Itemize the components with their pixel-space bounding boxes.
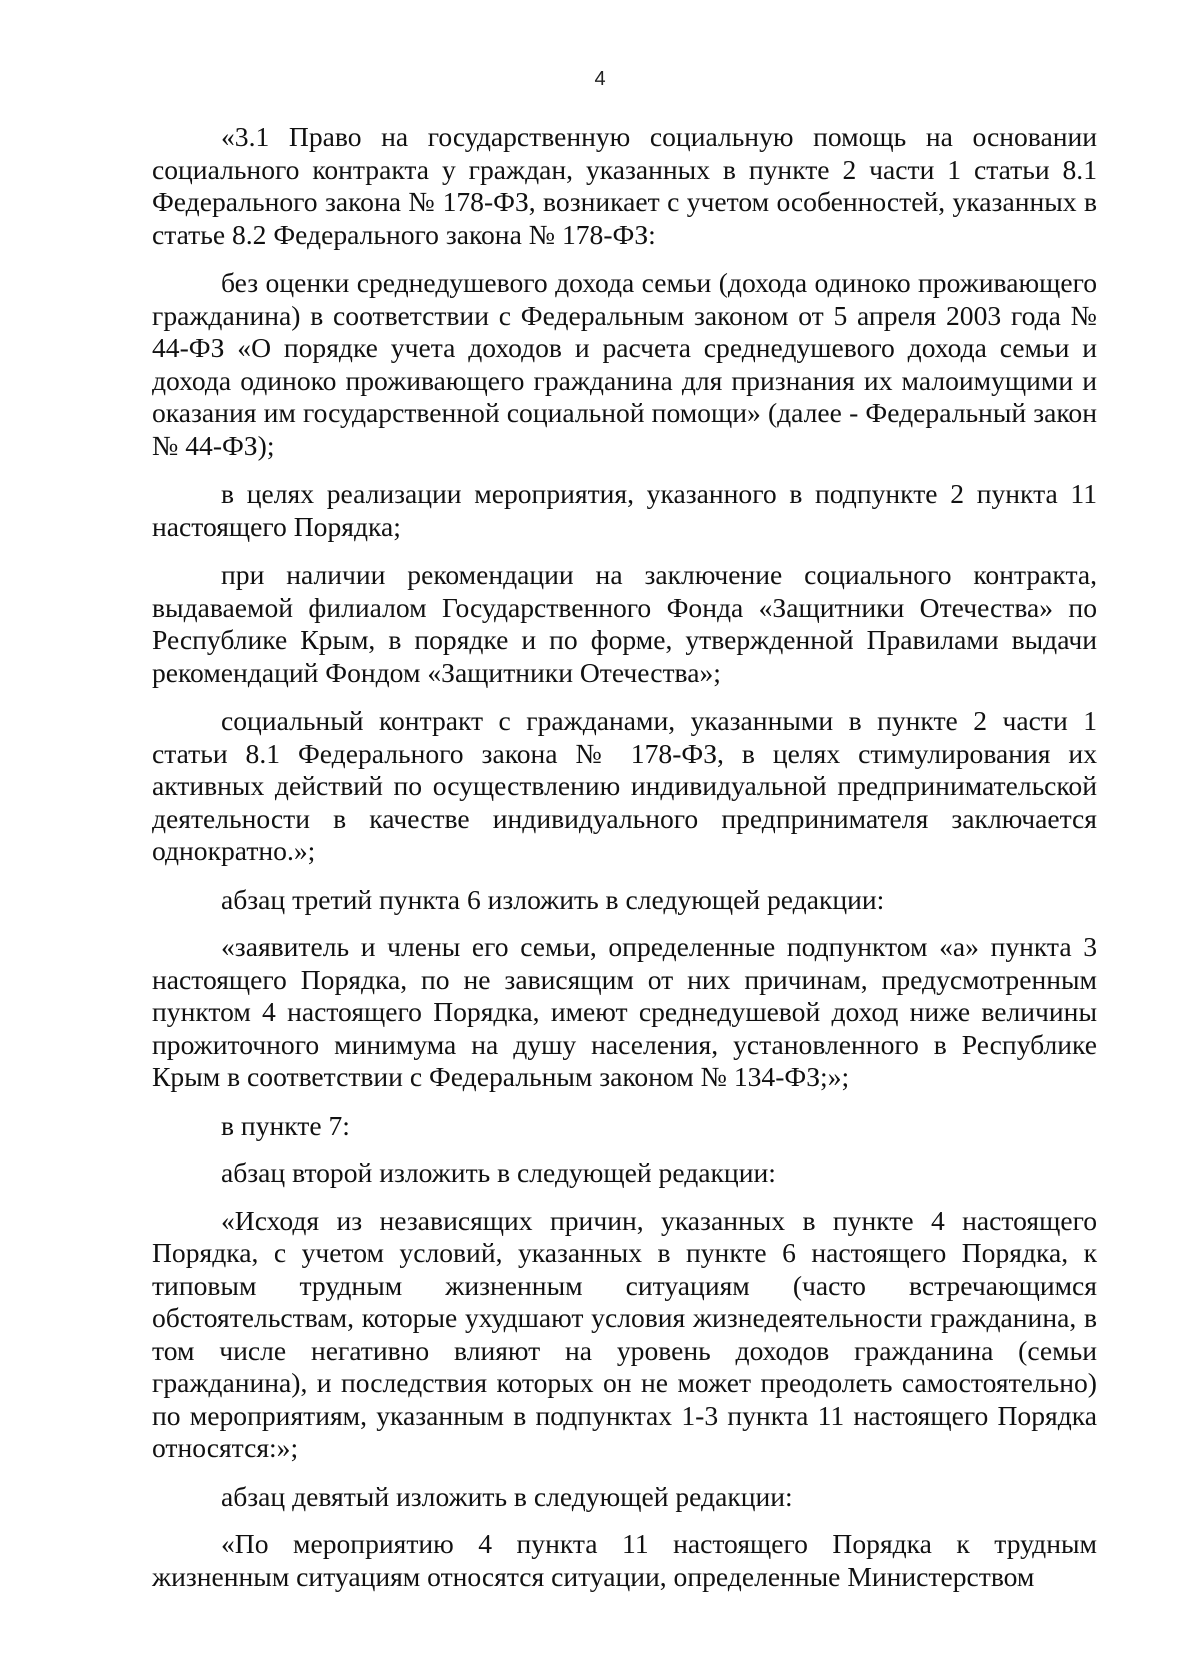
paragraph-amend-second: абзац второй изложить в следующей редакции: <box>221 1157 776 1188</box>
paragraph-amend-ninth: абзац девятый изложить в следующей редакции: <box>221 1480 793 1512</box>
paragraph-amend-point-6: абзац третий пункта 6 изложить в следующей редакции: <box>221 883 885 915</box>
paragraph-difficult-situations: «Исходя из независящих причин, указанных в пункте 4 настоящего Порядка, с учетом условий, указанных в пункте 6 настоящего Порядка, к типовым трудным жизненным ситуациям (часто встречающимся обстоятельствам, которые ухудшают условия жизнедеятельности гражданина, в том числе негативно влияют на уровень доходов гражданина (семьи гражданина), и последствия которых он не может преодолеть самостоятельно) по мероприятиям, указанным в подпунктах 1-3 пункта 11 настоящего Порядка относятся:»; <box>152 1204 1097 1463</box>
paragraph-3-1-intro: «3.1 Право на государственную социальную помощь на основании социального контракта у граждан, указанных в пункте 2 части 1 статьи 8.1 Федерального закона № 178-ФЗ, возникает с учетом особенностей, указанных в статье 8.2 Федерального закона № 178-ФЗ: <box>152 121 1097 250</box>
paragraph-applicant-income: «заявитель и члены его семьи, определенные подпунктом «а» пункта 3 настоящего Порядка, по не зависящим от них причинам, предусмотренным пунктом 4 настоящего Порядка, имеют среднедушевой доход ниже величины прожиточного минимума на душу населения, установленного в Республике Крым в соответствии с Федеральным законом № 134-ФЗ;»; <box>152 931 1097 1092</box>
paragraph-measure-4: «По мероприятию 4 пункта 11 настоящего Порядка к трудным жизненным ситуациям относятся ситуации, определенные Министерством <box>152 1528 1097 1592</box>
paragraph-point-7: в пункте 7: <box>221 1109 350 1141</box>
document-body <box>152 121 1097 1609</box>
page-number: 4 <box>594 68 606 90</box>
paragraph-contract-once: социальный контракт с гражданами, указанными в пункте 2 части 1 статьи 8.1 Федерального закона № 178-ФЗ, в целях стимулирования их активных действий по осуществлению индивидуальной предпринимательской деятельности в качестве индивидуального предпринимателя заключается однократно.»; <box>152 705 1097 866</box>
paragraph-measure-purpose: в целях реализации мероприятия, указанного в подпункте 2 пункта 11 настоящего Порядка; <box>152 478 1097 542</box>
paragraph-without-income-assessment: без оценки среднедушевого дохода семьи (дохода одиноко проживающего гражданина) в соответствии с Федеральным законом от 5 апреля 2003 года № 44-ФЗ «О порядке учета доходов и расчета среднедушевого дохода семьи и дохода одиноко проживающего гражданина для признания их малоимущими и оказания им государственной социальной помощи» (далее - Федеральный закон № 44-ФЗ); <box>152 267 1097 461</box>
paragraph-fund-recommendation: при наличии рекомендации на заключение социального контракта, выдаваемой филиалом Государственного Фонда «Защитники Отечества» по Республике Крым, в порядке и по форме, утвержденной Правилами выдачи рекомендаций Фондом «Защитники Отечества»; <box>152 559 1097 688</box>
